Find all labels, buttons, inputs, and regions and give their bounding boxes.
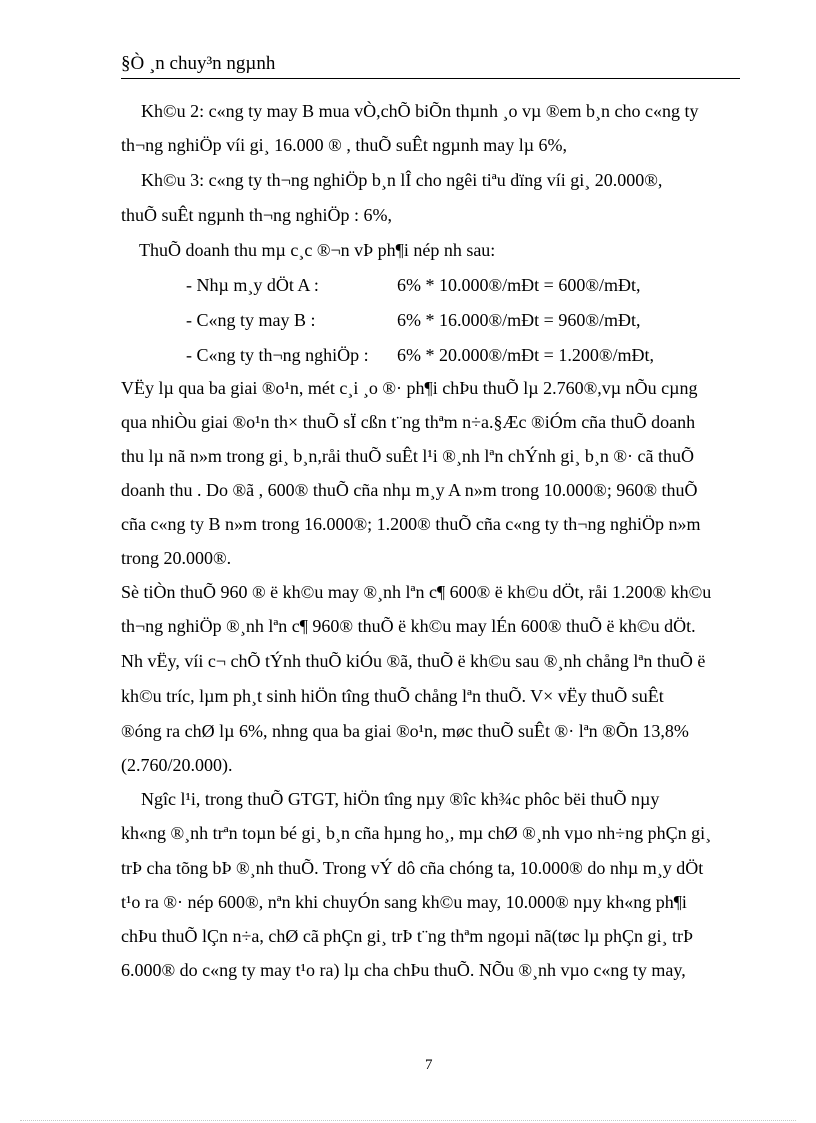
paragraph-line: kh©u tríc, lµm ph¸t sinh hiÖn tîng thuÕ chång lªn thuÕ. V× vËy thuÕ suÊt (121, 686, 664, 706)
paragraph-line: trong 20.000®. (121, 548, 232, 568)
paragraph-line: kh«ng ®¸nh trªn toµn bé gi¸ b¸n cña hµng ho¸, mµ chØ ®¸nh vµo nh÷ng phÇn gi¸ (121, 823, 712, 843)
paragraph-line: ®óng ra chØ lµ 6%, nhng qua ba giai ®o¹n, møc thuÕ suÊt ®· lªn ®Õn 13,8% (121, 721, 689, 741)
paragraph-line: ThuÕ doanh thu mµ c¸c ®¬n vÞ ph¶i nép nh sau: (139, 240, 496, 260)
formula-label: - Nhµ m¸y dÖt A : (186, 275, 319, 295)
paragraph-line: 6.000® do c«ng ty may t¹o ra) lµ cha chÞu thuÕ. NÕu ®¸nh vµo c«ng ty may, (121, 960, 686, 980)
paragraph-line: thuÕ suÊt ngµnh th¬ng nghiÖp : 6%, (121, 205, 393, 225)
paragraph-line: chÞu thuÕ lÇn n÷a, chØ cã phÇn gi¸ trÞ t¨ng thªm ngoµi nã(tøc lµ phÇn gi¸ trÞ (121, 926, 694, 946)
formula-value: 6% * 16.000®/mÐt = 960®/mÐt, (397, 310, 641, 330)
paragraph-line: Ngîc l¹i, trong thuÕ GTGT, hiÖn tîng nµy ®îc kh¾c phôc bëi thuÕ nµy (141, 789, 660, 809)
paragraph-line: VËy lµ qua ba giai ®o¹n, mét c¸i ¸o ®· ph¶i chÞu thuÕ lµ 2.760®,vµ nÕu cµng (121, 378, 698, 398)
formula-label: - C«ng ty may B : (186, 310, 316, 330)
paragraph-line: thu lµ nã n»m trong gi¸ b¸n,råi thuÕ suÊt l¹i ®¸nh lªn chÝnh gi¸ b¸n ®· cã thuÕ (121, 446, 694, 466)
page-bottom-divider (20, 1120, 796, 1121)
paragraph-line: qua nhiÒu giai ®o¹n th× thuÕ sÏ cßn t¨ng thªm n÷a.§Æc ®iÓm cña thuÕ doanh (121, 412, 696, 432)
paragraph-line: cña c«ng ty B n»m trong 16.000®; 1.200® thuÕ cña c«ng ty th¬ng nghiÖp n»m (121, 514, 701, 534)
page-header (121, 52, 740, 79)
page-number: 7 (425, 1057, 433, 1073)
paragraph-line: Kh©u 2: c«ng ty may B mua vÒ,chÕ biÕn thµnh ¸o vµ ®em b¸n cho c«ng ty (141, 101, 699, 121)
paragraph-line: Kh©u 3: c«ng ty th¬ng nghiÖp b¸n lÎ cho ngêi tiªu dïng víi gi¸ 20.000®, (141, 170, 663, 190)
formula-label: - C«ng ty th¬ng nghiÖp : (186, 345, 369, 365)
paragraph-line: trÞ cha tõng bÞ ®¸nh thuÕ. Trong vÝ dô cña chóng ta, 10.000® do nhµ m¸y dÖt (121, 858, 704, 878)
paragraph-line: Sè tiÒn thuÕ 960 ® ë kh©u may ®¸nh lªn c¶ 600® ë kh©u dÖt, råi 1.200® kh©u (121, 582, 712, 602)
paragraph-line: th¬ng nghiÖp ®¸nh lªn c¶ 960® thuÕ ë kh©u may lÉn 600® thuÕ ë kh©u dÖt. (121, 616, 696, 636)
paragraph-line: doanh thu . Do ®ã , 600® thuÕ cña nhµ m¸y A n»m trong 10.000®; 960® thuÕ (121, 480, 698, 500)
paragraph-line: (2.760/20.000). (121, 755, 233, 775)
formula-value: 6% * 20.000®/mÐt = 1.200®/mÐt, (397, 345, 655, 365)
formula-value: 6% * 10.000®/mÐt = 600®/mÐt, (397, 275, 641, 295)
paragraph-line: th¬ng nghiÖp víi gi¸ 16.000 ® , thuÕ suÊt ngµnh may lµ 6%, (121, 135, 568, 155)
paragraph-line: Nh vËy, víi c¬ chÕ tÝnh thuÕ kiÓu ®ã, thuÕ ë kh©u sau ®¸nh chång lªn thuÕ ë (121, 651, 706, 671)
header-title: §Ò ¸n chuy³n ngµnh (121, 53, 276, 74)
paragraph-line: t¹o ra ®· nép 600®, nªn khi chuyÓn sang kh©u may, 10.000® nµy kh«ng ph¶i (121, 892, 687, 912)
